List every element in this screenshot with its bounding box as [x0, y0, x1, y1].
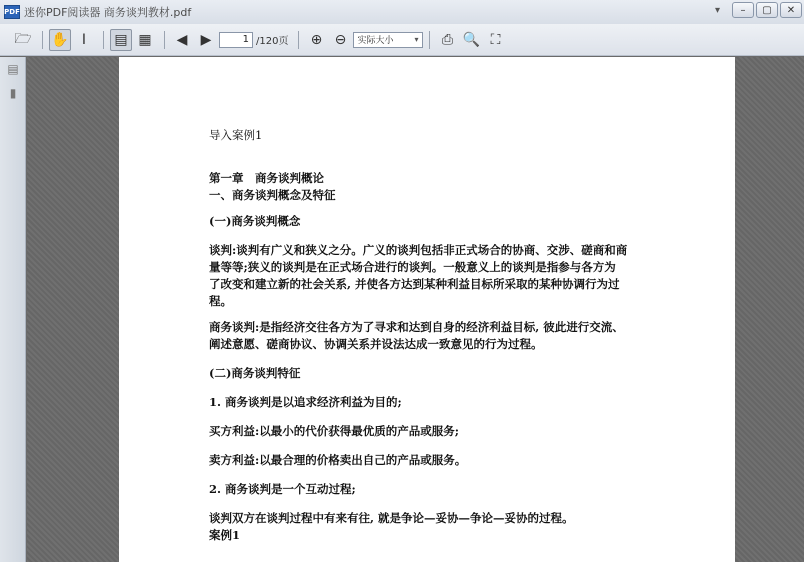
paragraph-line: 卖方利益:以最合理的价格卖出自己的产品或服务。 [209, 453, 467, 467]
section-heading: 一、商务谈判概念及特征 [209, 188, 336, 202]
paragraph-line: 买方利益:以最小的代价获得最优质的产品或服务; [209, 424, 459, 438]
app-logo-icon: PDF [4, 5, 20, 19]
bookmark-icon[interactable]: ▮ [9, 86, 17, 100]
single-page-view-icon[interactable]: ▤ [110, 29, 132, 51]
paragraph-line: 了改变和建立新的社会关系, 并使各方达到某种利益目标所采取的某种协调行为过 [209, 277, 620, 291]
paragraph-line: 阐述意愿、磋商协议、协调关系并设法达成一致意见的行为过程。 [209, 337, 543, 351]
zoom-level-select[interactable] [353, 32, 423, 48]
minimize-button[interactable]: – [732, 2, 754, 18]
paragraph-line: 谈判双方在谈判过程中有来有往, 就是争论—妥协—争论—妥协的过程。 [209, 511, 574, 525]
main-toolbar [0, 24, 804, 56]
zoom-in-icon[interactable]: ⊕ [310, 31, 323, 48]
paragraph-line: 量等等;狭义的谈判是在正式场合进行的谈判。一般意义上的谈判是指参与各方为 [209, 260, 616, 274]
list-item: 2. 商务谈判是一个互动过程; [209, 482, 356, 496]
side-panel [0, 57, 26, 562]
text-select-icon[interactable]: I [81, 31, 87, 48]
pages-thumbnail-icon[interactable]: ▤ [7, 62, 19, 76]
window-controls [715, 2, 804, 18]
paragraph-line: 商务谈判:是指经济交往各方为了寻求和达到自身的经济利益目标, 彼此进行交流、 [209, 320, 624, 334]
print-icon[interactable]: ⎙ [441, 31, 454, 48]
search-icon[interactable]: 🔍 [462, 31, 481, 48]
toolbar-separator [103, 31, 104, 49]
list-item: 1. 商务谈判是以追求经济利益为目的; [209, 395, 402, 409]
next-page-icon[interactable]: ▶ [200, 31, 212, 48]
two-page-view-icon[interactable]: ▦ [138, 31, 152, 48]
zoom-level-value: 实际大小 [357, 36, 394, 46]
current-page-input[interactable]: 1 [219, 32, 253, 48]
zoom-out-icon[interactable]: ⊖ [334, 31, 347, 48]
toolbar-separator [298, 31, 299, 49]
toolbar-separator [429, 31, 430, 49]
title-bar [0, 0, 804, 24]
chevron-down-icon: ▾ [414, 34, 419, 44]
intro-case-heading: 导入案例1 [209, 128, 263, 142]
pdf-page [119, 57, 735, 562]
page-content [209, 127, 659, 544]
chapter-title: 第一章 商务谈判概论 [209, 171, 324, 185]
open-file-icon[interactable]: 🗁 [14, 30, 32, 47]
toolbar-separator [42, 31, 43, 49]
subsection-heading: (一)商务谈判概念 [209, 214, 301, 228]
hand-tool-icon[interactable]: ✋ [49, 29, 71, 51]
paragraph-line: 谈判:谈判有广义和狭义之分。广义的谈判包括非正式场合的协商、交涉、磋商和商 [209, 243, 628, 257]
previous-page-icon[interactable]: ◀ [176, 31, 188, 48]
title-menu-dropdown-icon[interactable]: ▾ [714, 4, 720, 16]
window-title: 迷你PDF阅读器 商务谈判教材.pdf [24, 6, 192, 19]
toolbar-separator [164, 31, 165, 49]
maximize-button[interactable]: ▢ [756, 2, 778, 18]
subsection-heading: (二)商务谈判特征 [209, 366, 301, 380]
fullscreen-icon[interactable]: ⛶ [490, 31, 501, 48]
close-button[interactable]: ✕ [780, 2, 802, 18]
case-heading: 案例1 [209, 528, 241, 542]
total-pages-label: /120页 [256, 36, 289, 47]
paragraph-line: 程。 [209, 294, 232, 308]
